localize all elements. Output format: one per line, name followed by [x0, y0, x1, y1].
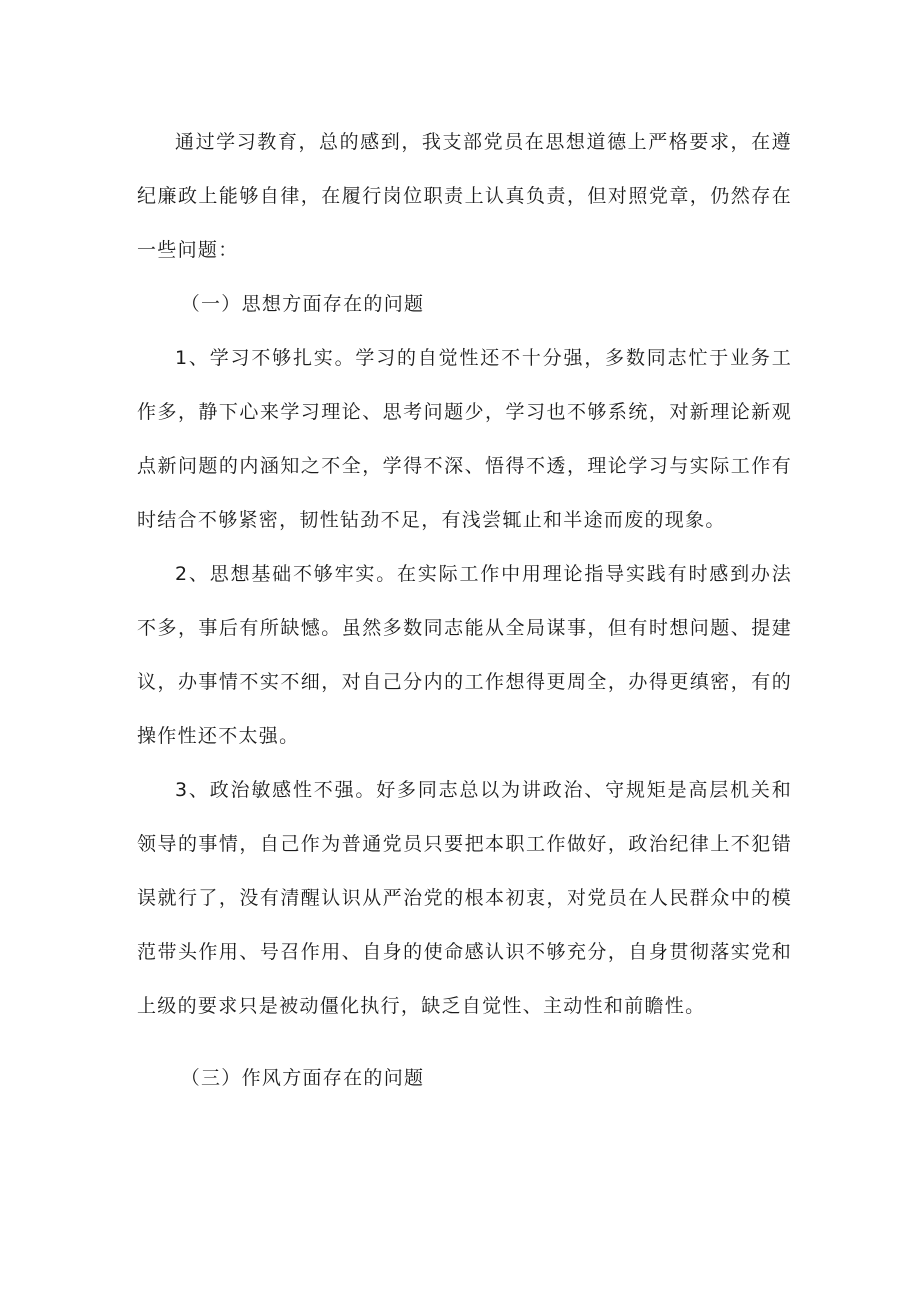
- paragraph-item-1: 1、学习不够扎实。学习的自觉性还不十分强，多数同志忙于业务工作多，静下心来学习理论、思考问题少，学习也不够系统，对新理论新观点新问题的内涵知之不全，学得不深、悟得不透，理论学习与实际工作有时结合不够紧密，韧性钻劲不足，有浅尝辄止和半途而废的现象。: [137, 347, 792, 531]
- paragraph-item-3: 3、政治敏感性不强。好多同志总以为讲政治、守规矩是高层机关和领导的事情，自己作为普通党员只要把本职工作做好，政治纪律上不犯错误就行了，没有清醒认识从严治党的根本初衷，对党员在人民群众中的模范带头作用、号召作用、自身的使命感认识不够充分，自身贯彻落实党和上级的要求只是被动僵化执行，缺乏自觉性、主动性和前瞻性。: [137, 779, 792, 1017]
- section-spacer: [137, 1033, 792, 1051]
- section-heading-style: （三）作风方面存在的问题: [180, 1067, 425, 1089]
- document-body: [137, 115, 792, 1105]
- intro-paragraph: 通过学习教育，总的感到，我支部党员在思想道德上严格要求，在遵纪廉政上能够自律，在履行岗位职责上认真负责，但对照党章，仍然存在一些问题：: [137, 131, 792, 261]
- paragraph-item-2: 2、思想基础不够牢实。在实际工作中用理论指导实践有时感到办法不多，事后有所缺憾。虽然多数同志能从全局谋事，但有时想问题、提建议，办事情不实不细，对自己分内的工作想得更周全，办得更缜密，有的操作性还不太强。: [137, 563, 792, 747]
- section-heading-thinking: （一）思想方面存在的问题: [180, 293, 425, 315]
